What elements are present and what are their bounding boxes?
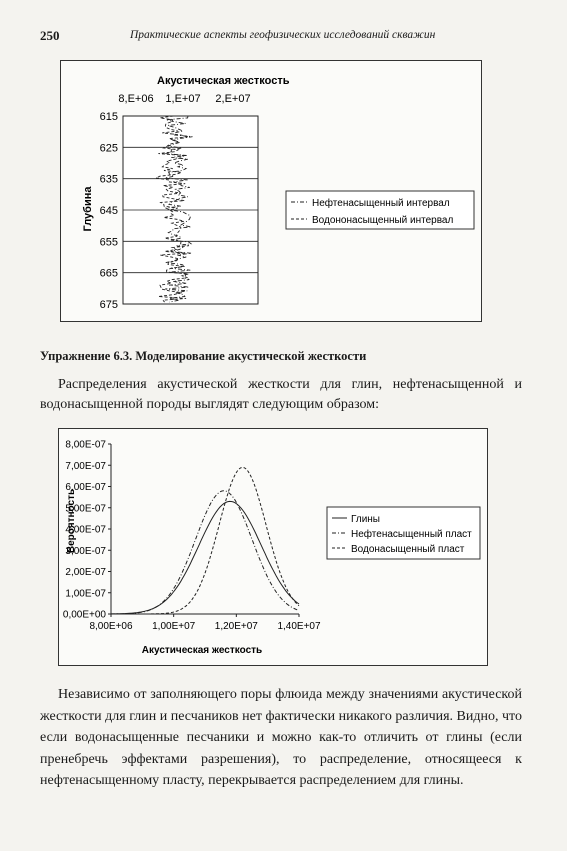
distribution-chart [59,429,487,665]
fig1-y-tick: 625 [99,142,118,155]
page-number: 250 [40,28,60,43]
fig2-series-1 [111,491,299,614]
running-title: Практические аспекты геофизических исследований скважин [130,29,436,41]
fig2-plot-area [63,440,321,633]
fig2-y-tick: 6,00E-07 [65,482,106,493]
fig2-x-tick: 8,00E+06 [89,621,133,632]
fig2-series-2 [111,467,299,614]
fig2-y-tick: 8,00E-07 [65,439,106,451]
fig1-y-tick: 675 [99,299,118,311]
fig2-legend-water: Водонасыщенный пласт [351,544,465,555]
fig2-y-tick: 1,00E-07 [65,588,106,600]
fig2-y-tick: 2,00E-07 [65,567,106,578]
fig2-y-tick: 5,00E-07 [65,503,106,515]
fig1-y-tick: 635 [99,173,118,186]
fig1-x-tick: 8,E+06 [118,93,154,105]
fig2-legend [327,507,480,559]
fig2-x-tick: 1,40E+07 [277,621,321,632]
fig2-x-tick: 1,20E+07 [214,621,258,632]
fig1-y-tick: 655 [99,236,118,249]
intro-paragraph: Распределения акустической жесткости для глин, нефтенасыщенной и водонасыщенной породы выглядят следующим образом: [40,377,522,412]
fig2-legend-clay: Глины [351,514,380,525]
fig2-y-tick: 3,00E-07 [65,545,106,557]
fig2-x-tick: 1,00E+07 [152,621,196,632]
closing-paragraph: Независимо от заполняющего поры флюида между значениями акустической жесткости для глин и песчаников нет фактически никакого различия. Видно, что если водонасыщенные песчаники и можно как-то отличить от глины (если пренебречь эффектами разрешения), то распределение, относящееся к нефтенасыщенному пласту, перекрывается распределением для глины. [40,687,522,788]
fig2-y-tick: 7,00E-07 [65,460,106,472]
fig1-x-tick: 1,E+07 [165,93,201,105]
fig1-y-tick: 645 [99,205,118,217]
fig1-y-tick: 615 [99,111,118,123]
fig2-y-label: Вероятность [66,488,77,554]
fig1-x-tick: 2,E+07 [215,93,251,105]
fig2-x-label: Акустическая жесткость [141,645,263,656]
fig1-plot-area [100,111,258,311]
depth-log-chart [61,61,481,321]
figure-depth-log [60,60,482,322]
fig1-legend-water: Водононасыщенный интервал [312,215,454,226]
exercise-title: Упражнение 6.3. Моделирование акустической жесткости [40,349,367,363]
fig2-y-tick: 4,00E-07 [65,524,106,536]
figure-probability-distribution [58,428,488,666]
fig2-series-0 [111,501,299,614]
fig2-legend-oil: Нефтенасыщенный пласт [351,529,472,540]
fig1-y-tick: 665 [99,267,118,280]
fig1-legend-oil: Нефтенасыщенный интервал [312,198,450,209]
fig1-y-label: Глубина [82,186,94,232]
fig1-legend [286,191,474,229]
fig1-title: Акустическая жесткость [157,75,290,87]
fig2-y-tick: 0,00E+00 [62,609,106,621]
